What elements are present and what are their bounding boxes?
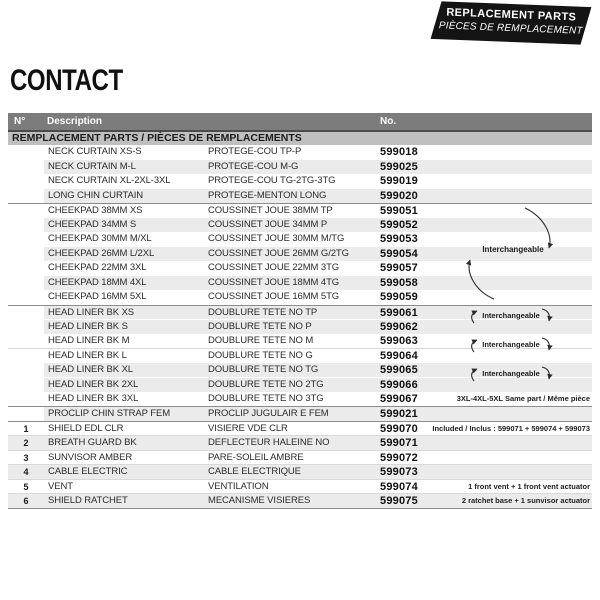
description-fr: PROCLIP JUGULAIR E FEM: [208, 408, 329, 419]
description-en: CHEEKPAD 22MM 3XL: [48, 262, 147, 273]
description-fr: PROTEGE-MENTON LONG: [208, 189, 327, 201]
row-number: 4: [23, 467, 29, 477]
row-number: [8, 276, 44, 291]
interchangeable-label-pair-3: Interchangeable: [482, 369, 540, 378]
part-number: 599061: [380, 306, 418, 319]
part-number: 599019: [380, 175, 418, 187]
description-en: HEAD LINER BK M: [48, 334, 130, 346]
description-fr: DEFLECTEUR HALEINE NO: [208, 437, 330, 448]
part-number: 599052: [380, 218, 418, 231]
part-number: 599073: [380, 466, 418, 478]
row-number: 3: [23, 452, 29, 463]
row-number: [8, 378, 44, 392]
description-fr: COUSSINET JOUE 34MM P: [208, 218, 328, 230]
part-number: 599054: [380, 247, 418, 260]
description-en: NECK CURTAIN XL-2XL-3XL: [48, 175, 171, 186]
section-header: REMPLACEMENT PARTS / PIÈCES DE REMPLACEMENTS: [8, 132, 592, 145]
part-number: 599021: [380, 408, 418, 420]
description-en: LONG CHIN CURTAIN: [48, 189, 144, 201]
description-en: CHEEKPAD 18MM 4XL: [48, 276, 147, 288]
row-number: [8, 174, 44, 189]
row-note: 3XL-4XL-5XL Same part / Même pièce: [456, 393, 590, 403]
row-number: [8, 261, 44, 276]
replacement-parts-badge: [435, 1, 586, 45]
row-number: [8, 363, 44, 378]
description-fr: VENTILATION: [208, 480, 269, 492]
row-number: [8, 232, 44, 247]
description-en: HEAD LINER BK S: [48, 321, 128, 332]
part-number: 599071: [380, 437, 418, 449]
row-number: 1: [23, 423, 29, 434]
description-en: CHEEKPAD 26MM L/2XL: [48, 247, 155, 259]
row-cells: [44, 145, 592, 160]
description-fr: DOUBLURE TETE NO 2TG: [208, 379, 324, 390]
description-fr: PROTEGE-COU M-G: [208, 160, 299, 172]
part-number: 599075: [380, 495, 418, 507]
part-number: 599064: [380, 350, 418, 362]
row-number: [8, 145, 44, 160]
row-cells: [44, 422, 592, 436]
header-part-no: No.: [380, 116, 397, 127]
table-header-row: [8, 113, 592, 132]
description-en: CHEEKPAD 30MM M/XL: [48, 233, 152, 244]
part-number: 599018: [380, 146, 418, 158]
header-description: Description: [47, 116, 103, 127]
part-number: 599070: [380, 422, 418, 435]
table-row: [8, 174, 592, 189]
table-row: [8, 203, 592, 218]
badge-subtitle: PIÈCES DE REMPLACEMENT: [438, 19, 583, 37]
row-number: [8, 247, 44, 262]
parts-table: [8, 113, 592, 509]
row-cells: [44, 290, 592, 305]
table-row: [8, 406, 592, 421]
description-fr: COUSSINET JOUE 26MM G/2TG: [208, 247, 349, 259]
row-cells: [44, 465, 592, 479]
description-fr: DOUBLURE TETE NO M: [208, 334, 314, 346]
description-fr: COUSSINET JOUE 22MM 3TG: [208, 262, 340, 273]
row-number: [8, 392, 44, 407]
table-row: [8, 290, 592, 305]
description-en: CABLE ELECTRIC: [48, 466, 128, 477]
row-number: [8, 204, 44, 218]
row-number: 2: [23, 438, 29, 448]
row-number: [8, 349, 44, 363]
description-en: SUNVISOR AMBER: [48, 451, 133, 463]
description-en: SHIELD RATCHET: [48, 495, 128, 506]
table-row: [8, 479, 592, 494]
row-cells: [44, 204, 592, 218]
part-number: 599057: [380, 262, 418, 274]
part-number: 599067: [380, 392, 418, 405]
row-number: [8, 407, 44, 421]
row-cells: [44, 276, 592, 291]
description-fr: CABLE ELECTRIQUE: [208, 466, 301, 477]
row-number: [8, 306, 44, 320]
description-fr: DOUBLURE TETE NO 3TG: [208, 392, 324, 404]
part-number: 599020: [380, 189, 418, 202]
table-rows: [8, 145, 592, 509]
row-cells: [44, 174, 592, 189]
description-fr: DOUBLURE TETE NO TP: [208, 306, 318, 318]
table-row: [8, 319, 592, 334]
table-row: [8, 348, 592, 363]
row-number: [8, 334, 44, 349]
row-cells: [44, 407, 592, 421]
description-fr: COUSSINET JOUE 16MM 5TG: [208, 291, 340, 302]
description-en: CHEEKPAD 34MM S: [48, 218, 137, 230]
description-en: NECK CURTAIN M-L: [48, 160, 136, 172]
row-cells: [44, 261, 592, 276]
description-fr: DOUBLURE TETE NO TG: [208, 363, 319, 375]
part-number: 599066: [380, 379, 418, 391]
table-row: [8, 276, 592, 291]
part-number: 599072: [380, 451, 418, 464]
description-fr: COUSSINET JOUE 30MM M/TG: [208, 233, 345, 244]
row-number: 5: [23, 481, 29, 492]
row-number: [8, 290, 44, 305]
part-number: 599053: [380, 233, 418, 245]
row-cells: [44, 392, 592, 407]
description-fr: MECANISME VISIERES: [208, 495, 311, 506]
table-row: [8, 145, 592, 160]
table-row: [8, 450, 592, 465]
table-row: [8, 392, 592, 407]
description-fr: DOUBLURE TETE NO G: [208, 350, 313, 361]
row-note: 1 front vent + 1 front vent actuator: [468, 481, 590, 491]
row-number: [8, 160, 44, 175]
part-number: 599051: [380, 205, 418, 217]
part-number: 599065: [380, 363, 418, 376]
description-en: BREATH GUARD BK: [48, 437, 137, 448]
table-row: [8, 261, 592, 276]
row-cells: [44, 480, 592, 494]
row-number: [8, 320, 44, 334]
description-en: HEAD LINER BK XS: [48, 306, 135, 318]
description-en: CHEEKPAD 38MM XS: [48, 205, 143, 216]
description-en: SHIELD EDL CLR: [48, 422, 124, 434]
row-cells: [44, 189, 592, 204]
description-en: CHEEKPAD 16MM 5XL: [48, 291, 147, 302]
table-row: [8, 421, 592, 436]
row-cells: [44, 451, 592, 465]
part-number: 599063: [380, 334, 418, 347]
description-fr: PROTEGE-COU TG-2TG-3TG: [208, 175, 336, 186]
table-row: [8, 160, 592, 175]
description-en: NECK CURTAIN XS-S: [48, 146, 142, 157]
row-cells: [44, 378, 592, 392]
row-cells: [44, 320, 592, 334]
interchangeable-label-pair-2: Interchangeable: [482, 340, 540, 349]
interchangeable-label-cheekpads: Interchangeable: [482, 245, 544, 254]
part-number: 599059: [380, 291, 418, 303]
header-number: N°: [14, 116, 26, 127]
part-number: 599025: [380, 160, 418, 173]
description-fr: PARE-SOLEIL AMBRE: [208, 451, 304, 463]
description-en: HEAD LINER BK L: [48, 350, 127, 361]
description-fr: COUSSINET JOUE 18MM 4TG: [208, 276, 340, 288]
row-cells: [44, 436, 592, 450]
table-row: [8, 435, 592, 450]
page-title: CONTACT: [10, 64, 123, 97]
row-cells: [44, 494, 592, 508]
row-number: 6: [23, 496, 29, 506]
description-fr: VISIERE VDE CLR: [208, 422, 288, 434]
description-en: HEAD LINER BK XL: [48, 363, 133, 375]
row-number: [8, 189, 44, 204]
table-row: [8, 189, 592, 204]
table-row: [8, 493, 592, 508]
badge-title: REPLACEMENT PARTS: [446, 6, 577, 24]
row-cells: [44, 349, 592, 363]
table-row: [8, 218, 592, 233]
interchangeable-label-pair-1: Interchangeable: [482, 311, 540, 320]
table-row: [8, 464, 592, 479]
description-en: PROCLIP CHIN STRAP FEM: [48, 408, 171, 419]
description-en: HEAD LINER BK 3XL: [48, 392, 139, 404]
description-fr: PROTEGE-COU TP-P: [208, 146, 302, 157]
part-number: 599074: [380, 480, 418, 493]
row-cells: [44, 160, 592, 175]
row-number: [8, 218, 44, 233]
row-note: 2 ratchet base + 1 sunvisor actuator: [461, 496, 590, 505]
part-number: 599062: [380, 321, 418, 333]
part-number: 599058: [380, 276, 418, 289]
table-row: [8, 377, 592, 392]
description-fr: DOUBLURE TETE NO P: [208, 321, 312, 332]
description-en: HEAD LINER BK 2XL: [48, 379, 139, 390]
description-fr: COUSSINET JOUE 38MM TP: [208, 205, 333, 216]
row-cells: [44, 218, 592, 233]
description-en: VENT: [48, 480, 73, 492]
row-note: Included / Inclus : 599071 + 599074 + 599073: [432, 423, 590, 433]
